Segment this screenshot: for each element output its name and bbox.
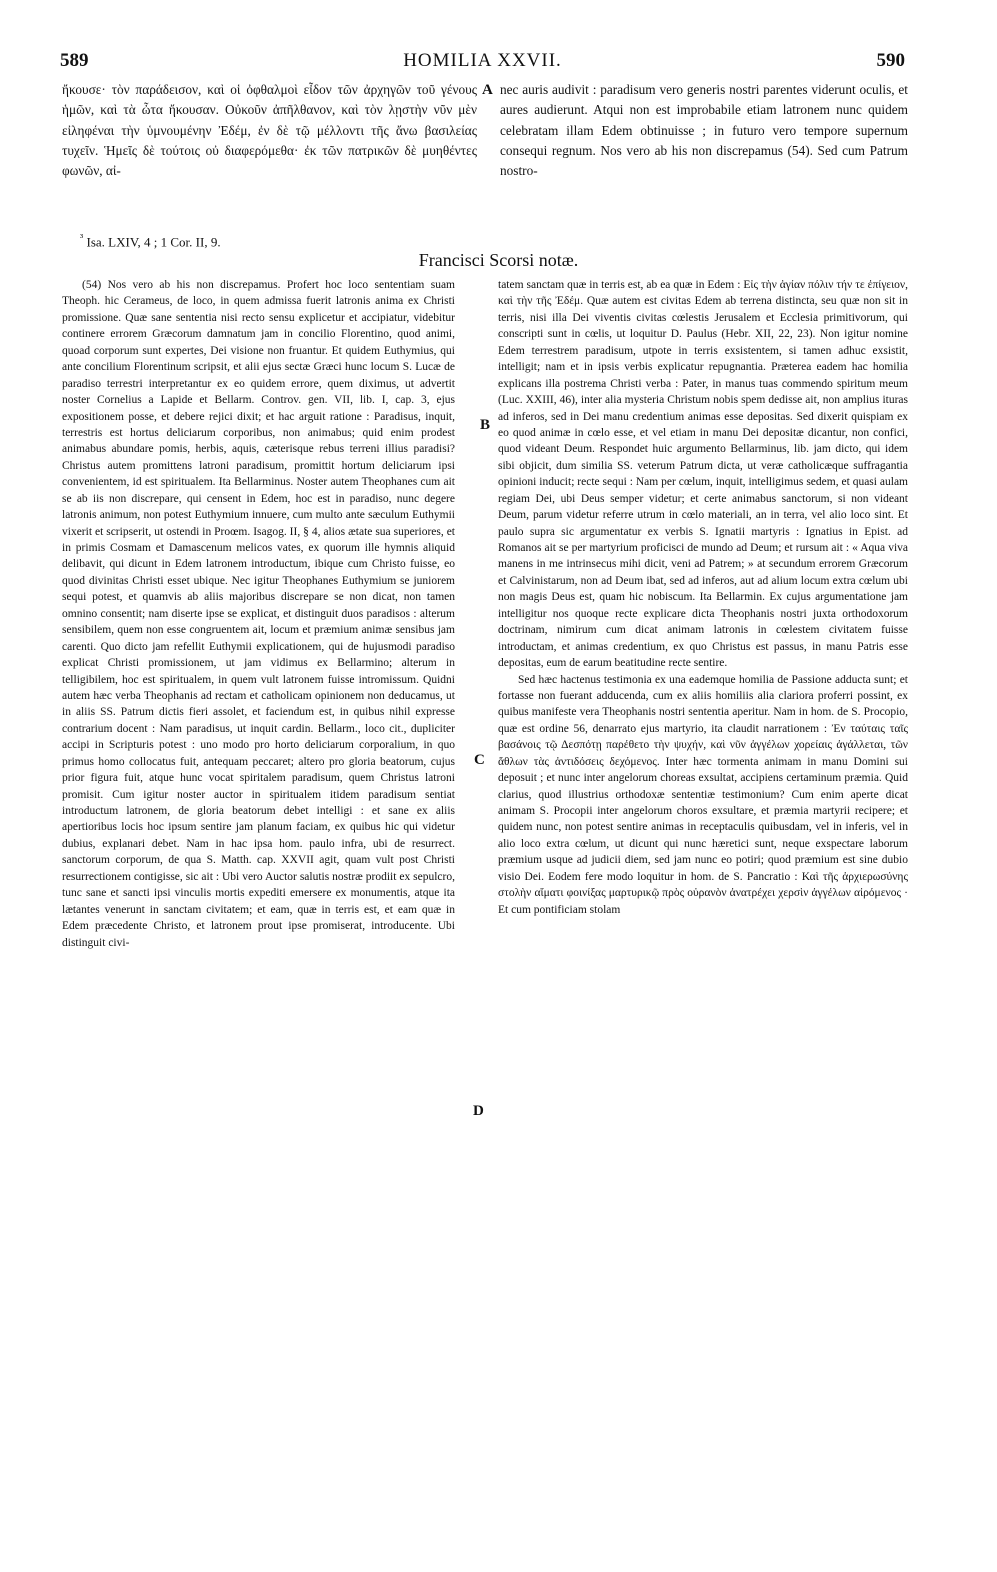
running-header bbox=[60, 50, 905, 76]
notes-column-right bbox=[498, 277, 908, 918]
latin-text-column bbox=[500, 80, 908, 181]
note-paragraph: (54) Nos vero ab his non discrepamus. Profert hoc loco sententiam suam Theoph. hic Cerameus, de loco, in quem admissa fuerit latronis anima ex Christi promissione. Quæ sane sententia nisi recto sensu explicetur et accipiatur, videbitur continere errorem Græcorum damnatum jam in concilio Florentino, quod animi, quoad corporum sunt expertes, Dei visione non fruantur. Et quidem Euthymius, qui ante concilium Florentinum scripsit, et alii ejus sectæ Græci hunc locum S. Lucæ de paradiso terrestri interpretantur ex eo quidem errore, quem diximus, ut advertit noster Cornelius a Lapide et Bellarm. Controv. gen. VII, lib. I, cap. 3, ejus expositionem posse, et debere rejici dixit; et hac arguit ratione : Paradisus, inquit, terrestris est hortus deliciarum corporibus, non animabus; quid enim prodest animabus abundare pomis, herbis, aquis, cæterisque rebus terreni illius paradisi? Christus autem promittens latroni paradisum, promittit hortum deliciarum ipsi convenientem, id est spiritualem. Ita Bellarminus. Noster autem Theophanes cum ait se ab iis non discrepare, qui censent in Edem, hoc est in paradiso, nunc degere latronis animum, non potest Euthymium innuere, cum multo ante sæculum Euthymii vixerit et scripserit, ut ostendi in Proœm. Isagog. II, § 4, alios ætate sua superiores, et in primis Cosmam et Damascenum melicos vates, ex quorum ille hymnis aliquid delibavit, qui dicunt in Edem latronem introductum, ibique cum Christo fuisse, eo quod divinitas Christi esset ubique. Nec igitur Theophanes Euthymium se juniorem sequi potest, et quamvis ab aliis majoribus discrepare se non dicat, non tamen omnino consentit; nam diserte ipse se explicat, et distinguit duos paradisos : alterum sensibilem, quem non esse congruentem ait, locum et præmium animæ sensibus jam carenti. Quo dicto jam refellit Euthymii explicationem, qui de hujusmodi paradiso explicat Christi promissionem, ut jam vidimus ex Bellarmino; alterum in telligibilem, hoc est spiritualem, in quem vult latronem fuisse intromissum. Quidni autem hæc verba Theophanis ad rectam et catholicam opinionem non deducamus, ut in aliis SS. Patrum dictis fieri assolet, et faciendum est, in quibus nihil expresse contrarium docent : Nam paradisus, ut inquit cardin. Bellarm., loco cit., dupliciter accipi in Scripturis potest : uno modo pro horto deliciarum corporalium, in quo primus homo collocatus fuit, antequam peccaret; altero pro gloria beatorum, cujus prior figura fuit, atque hunc vocat spiritalem paradisum, quem Christus latroni promisit. Cum igitur noster auctor in spiritualem itidem paradisum sentiat introductum latronem, de gloria beatorum debet intelligi : et sane ex aliis apertioribus locis hoc ipsum sentire jam planum faciam, ex quibus hic qui videtur dubius, explanari debet. Nam in hac ipsa hom. paulo infra, ubi de resurrect. sanctorum corporum, de qua S. Matth. cap. XXVII agit, quam vult post Christi resurrectionem contigisse, sic ait : Ubi vero Auctor salutis nostræ prodiit ex sepulcro, tunc sane et sancti ipsi vinculis mortis expediti emersere ex monumentis, atque ita lætantes venerunt in sanctam civitatem; et eam, quæ in terris est, et eam quæ in Edem præcedente Christo, et latronem prout ipse promiserat, introducente. Ubi distinguit civi- bbox=[62, 279, 455, 949]
latin-text: nec auris audivit : paradisum vero generis nostri parentes viderunt oculis, et aures audierunt. Atqui non est improbabile etiam latronem nunc quidem celebratam illam Edem obtinuisse ; in futuro vero tempore supernum consequi regnum. Nos vero ab his non discrepamus (54). Sed cum Patrum nostro- bbox=[500, 82, 908, 179]
margin-marker-b: B bbox=[480, 417, 491, 433]
margin-marker-c: C bbox=[474, 752, 485, 768]
margin-marker-d: D bbox=[473, 1103, 484, 1119]
note-paragraph: Sed hæc hactenus testimonia ex una eademque homilia de Passione adducta sunt; et fortasse non fuerant adducenda, cum ex aliis homiliis alia clariora proferri possint, ex quibus manifeste vera Theophanis nostri sententia aperitur. Nam in hom. de S. Procopio, quæ est ordine 56, denarrato ejus martyrio, ita claudit narrationem : Ἐν ταύταις ταῖς βασάνοις τῷ Δεσπότῃ παρέθετο τὴν ψυχήν, καὶ νῦν ἀγγέλων χορείαις ἀγάλλεται, τῶν ἄθλων τὰς ἀντιδόσεις δεχόμενος. Inter hæc tormenta animam in manu Domini sui deposuit ; et nunc inter angelorum choreas exsultat, accipiens certaminum præmia. Quid clarius, quod illustrius orthodoxæ sententiæ testimonium? Cum enim aperte dicat animam S. Procopii inter angelorum choros exsultare, et præmia martyrii recipere; et quidem nunc, non potest sentire animas in receptaculis quibusdam, vel in inferis, vel in alio loco extra cœlum, ut dicunt qui nunc hæretici sunt, neque exspectare laborum præmium usque ad judicii diem, sed jam nunc eo potiri; quod præmium est sine dubio visio Dei. Eodem fere modo loquitur in hom. de S. Pancratio : Καὶ τῆς ἀρχιερωσύνης στολὴν αἵματι φοινίξας μαρτυρικῷ πρὸς οὐρανὸν ἀνατρέχει χερσὶν ἀγγέλων αἰρόμενος · Et cum pontificiam stolam bbox=[498, 673, 908, 916]
page-title: HOMILIA XXVII. bbox=[403, 50, 562, 71]
notes-column-left bbox=[62, 277, 455, 951]
page-number-left: 589 bbox=[60, 50, 89, 71]
page-number-right: 590 bbox=[876, 50, 905, 71]
footnote bbox=[80, 232, 221, 250]
footnote-mark: ³ bbox=[80, 232, 84, 244]
greek-text-column: ἤκουσε· τὸν παράδεισον, καὶ οἱ ὀφθαλμοὶ εἶδον τῶν ἀρχηγῶν τοῦ γένους ἡμῶν, καὶ τὰ ὦτα ἤκουσαν. Οὐκοῦν ἀπῆλθανον, καὶ τὸν λῃστὴν νῦν μὲν εἰληφέναι τὴν ὑμνουμένην Ἐδέμ, ἐν δὲ τῷ μέλλοντι τῆς ἄνω βασιλείας τυχεῖν. Ἡμεῖς δὲ τούτοις οὐ διαφερόμεθα· ἐκ τῶν πατρικῶν δὲ μυηθέντες φωνῶν, αἰ- bbox=[62, 82, 477, 179]
footnote-text: Isa. LXIV, 4 ; 1 Cor. II, 9. bbox=[86, 234, 221, 250]
margin-marker-a: A bbox=[482, 82, 493, 98]
note-paragraph: tatem sanctam quæ in terris est, ab ea quæ in Edem : Εἰς τὴν ἁγίαν πόλιν τήν τε ἐπίγειον, καὶ τὴν τῆς Ἐδέμ. Quæ autem est civitas Edem ab terrena distincta, seu quæ non sit in terris, nisi illa Dei viventis civitas cœlestis Jerusalem et Ecclesia primitivorum, qui conscripti sunt in cœlis, ut loquitur D. Paulus (Hebr. XII, 22, 23). Non igitur nomine Edem terrestrem paradisum, utpote in terris exsistentem, si tamen adhuc exsistit, intelligit; nam et in ipsis verbis explicatur repugnantia. Præterea eadem hac homilia explicans illa postrema Christi verba : Pater, in manus tuas commendo spiritum meum (Luc. XXIII, 46), inter alia mysteria Christum nobis spem dedisse ait, non amplius ituras ad inferos, sed in Dei manu credentium animas esse depositas. Sed dixerit quispiam ex eo quod animæ in cœlo esse, et vel etiam in manu Dei depositæ dicantur, non confici, quod videant Deum. Respondet huic argumento Bellarminus, lib. jam dicto, qui idem sibi objicit, dum similia SS. veterum Patrum dicta, ut veræ catholicæque suffragantia opinioni inducit; recte sequi : Nam per cœlum, inquit, intelligimus sedem, et quasi aulam regiam Dei, ubi Deus semper videtur; et certe animabus sanctorum, si non videant Deum, parum videtur referre utrum in cœlo materiali, an in terra, vel alio loco sint. Et paulo supra sic argumentatur ex verbis S. Ignatii martyris : Ignatius in Epist. ad Romanos ait se per martyrium proficisci de mundo ad Deum; et rursum ait : « Aqua viva manens in me intrinsecus mihi dicit, veni ad Patrem; » at secundum errorem Græcorum et Calvinistarum, non ad Deum ibat, sed ad inferos, aut ad alium locum extra cœlum ubi non magis Deus est, quam hic nobiscum. Ita Bellarmin. Ex cujus argumentatione jam intelligitur nos quoque recte explicare dicta Theophanis nostri juxta orthodoxorum doctrinam, nimirum cum dicat animam latronis in cœlestem civitatem fuisse introductam, et animas credentium, ex quo Christus est passus, in manu Patris esse depositas, eum de earum beatitudine recte sentire. bbox=[498, 279, 908, 670]
notes-heading: Francisci Scorsi notæ. bbox=[418, 250, 579, 270]
